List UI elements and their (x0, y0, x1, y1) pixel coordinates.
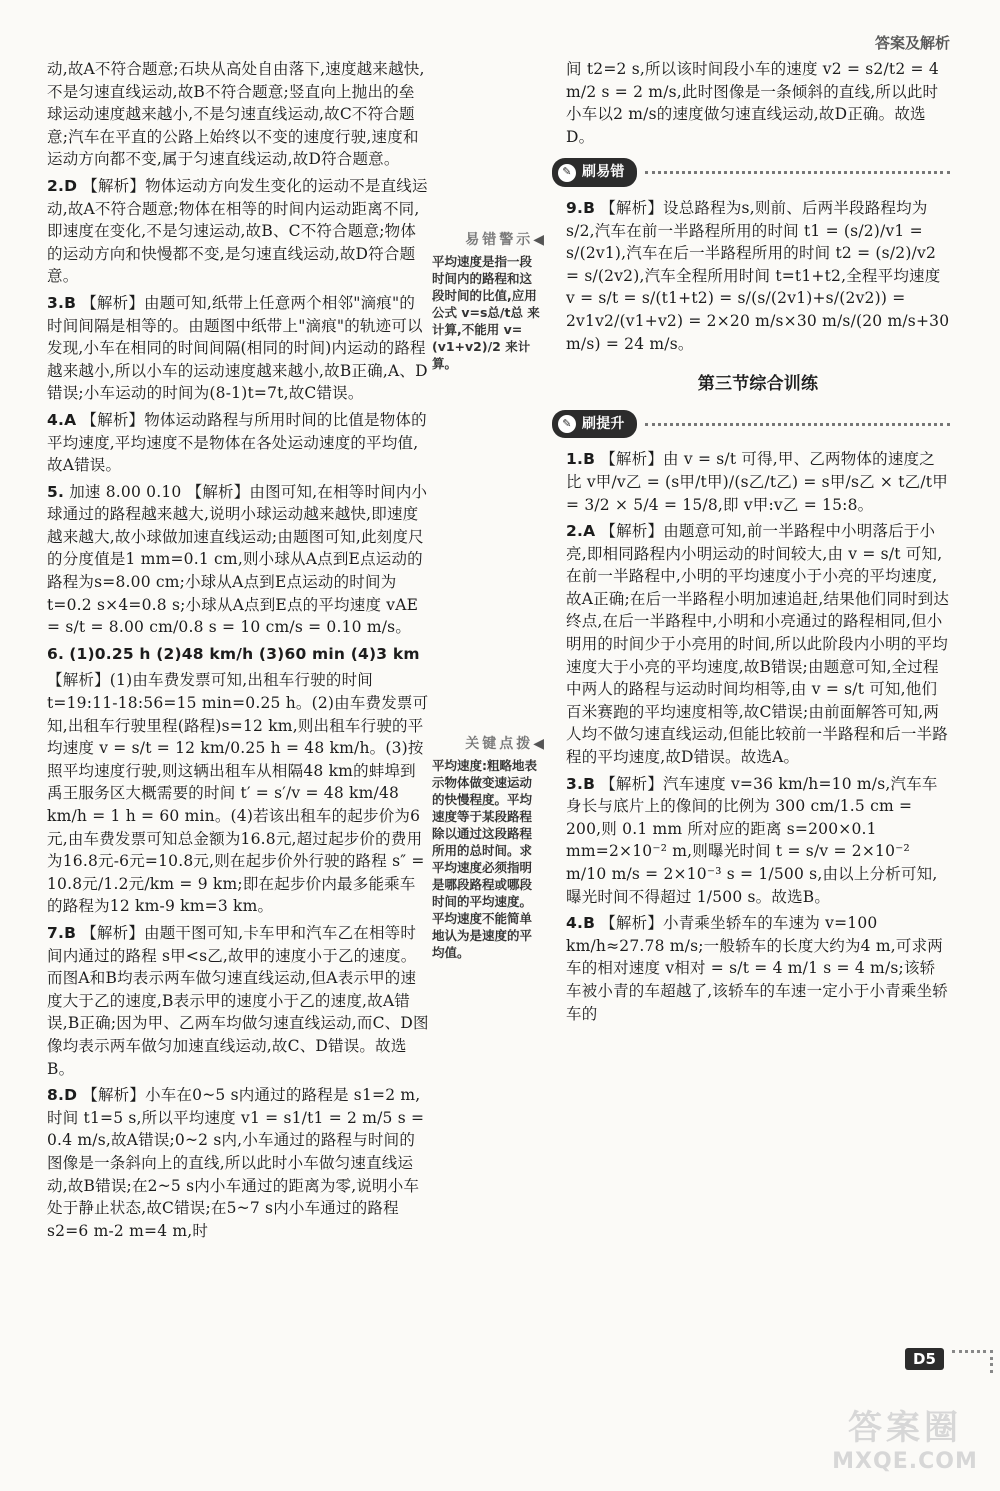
answer-item: 3.B 【解析】汽车速度 v=36 km/h=10 m/s,汽车车身长与底片上的像间的比例为 300 cm/1.5 cm = 200,则 0.1 mm 所对应的距离 s=200×0.1 mm=2×10⁻² m,则曝光时间 t = s/v = 2×10⁻² m/10 m/s = 2×10⁻³ s = 1/500 s,由以上分析可知,曝光时间不得超过 1/500 s。故选B。 (566, 774, 938, 906)
section-tag: ✎ 刷提升 (552, 410, 637, 439)
answer-item: 4.A 【解析】物体运动路程与所用时间的比值是物体的平均速度,平均速度不是物体在各处运动速度的平均值,故A错误。 (47, 410, 427, 475)
answer-item: 2.D 【解析】物体运动方向发生变化的运动不是直线运动,故A不符合题意;物体在相等的时间内运动距离不同,即速度在变化,不是匀速运动,故B、C不符合题意;物体的运动方向和快慢都不变,是匀速直线运动,故D符合题意。 (47, 176, 428, 286)
note-title: 易错警示◀ (465, 232, 544, 248)
answer-item: 3.B 【解析】由题可知,纸带上任意两个相邻"滴痕"的时间间隔是相等的。由题图中纸带上"滴痕"的轨迹可以发现,小车在相同的时间间隔(相同的时间)内运动的路程越来越小,所以小车的运动速度越来越小,故B正确,A、D错误;小车运动的时间为(8-1)t=7t,故C错误。 (47, 293, 428, 403)
note-title: 关键点拨◀ (465, 736, 544, 752)
note-box-key-point (432, 736, 544, 961)
answer-item: 9.B 【解析】设总路程为s,则前、后两半段路程均为 s/2,汽车在前一半路程所用的时间 t1 = (s/2)/v1 = s/(2v1),汽车在后一半路程所用的时间 t2 = (s/2)/v2 = s/(2v2),汽车全程所用时间 t=t1+t2,全程平均速度 v = s/t = s/(t1+t2) = s/(s/(2v1)+s/(2v2)) = 2v1v2/(v1+v2) = 2×20 m/s×30 m/s/(20 m/s+30 m/s) = 24 m/s。 (566, 198, 950, 353)
answer-item: 间 t2=2 s,所以该时间段小车的速度 v2 = s2/t2 = 4 m/2 s = 2 m/s,此时图像是一条倾斜的直线,所以此时小车以2 m/s的速度做匀速直线运动,故D正确。故选D。 (566, 60, 939, 146)
answer-item: 动,故A不符合题意;石块从高处自由落下,速度越来越快,不是匀速直线运动,故B不符合题意;竖直向上抛出的垒球运动速度越来越小,不是匀速直线运动,故C不符合题意;汽车在平直的公路上始终以不变的速度行驶,速度和运动方向都不变,属于匀速直线运动,故D符合题意。 (47, 60, 425, 169)
note-body: 平均速度:粗略地表示物体做变速运动的快慢程度。平均速度等于某段路程除以通过这段路程所用的总时间。求平均速度必须指明是哪段路程或哪段时间的平均速度。平均速度不能简单地认为是速度的平均值。 (432, 758, 537, 960)
answer-item: 2.A 【解析】由题意可知,前一半路程中小明落后于小亮,即相同路程内小明运动的时间较大,由 v = s/t 可知,在前一半路程中,小明的平均速度小于小亮的平均速度,故A正确;在后一半路程小明加速追赶,结果他们同时到达终点,在后一半路程中,小明和小亮通过的路程相同,但小明用的时间少于小亮用的时间,所以此阶段内小明的平均速度大于小亮的平均速度,故B错误;由题意可知,全过程中两人的路程与运动时间均相等,由 v = s/t 可知,他们百米赛跑的平均速度相等,故C错误;由前面解答可知,两人均不做匀速直线运动,但能比较前一半路程和后一半路程的平均速度,故D错误。故选A。 (566, 522, 950, 767)
watermark-logo: 答案圈 MXQE.COM (832, 1408, 978, 1474)
corner-dots (952, 1350, 993, 1373)
brush-icon: ✎ (558, 415, 576, 433)
answer-item: 7.B 【解析】由题干图可知,卡车甲和汽车乙在相等时间内通过的路程 s甲<s乙,故甲的速度小于乙的速度。而图A和B均表示两车做匀速直线运动,但A表示甲的速度大于乙的速度,B表示甲的速度小于乙的速度,故A错误,B正确;因为甲、乙两车均做匀速直线运动,而C、D图像均表示两车做匀加速直线运动,故C、D错误。故选B。 (47, 923, 429, 1078)
section-title: 第三节综合训练 (697, 374, 819, 395)
left-column (47, 58, 430, 1246)
dotted-divider (645, 423, 950, 426)
section-tag-row (552, 410, 950, 439)
dotted-divider (645, 171, 950, 174)
note-box-error-warning (432, 232, 544, 372)
answer-item: 5. 加速 8.00 0.10 【解析】由图可知,在相等时间内小球通过的路程越来越大,说明小球运动越来越快,即速度越来越大,故小球做加速直线运动;由题图可知,此刻度尺的分度值是1 mm=0.1 cm,则小球从A点到E点运动的路程为s=8.00 cm;小球从A点到E点运动的时间为t=0.2 s×4=0.8 s;小球从A点到E点的平均速度 vAE = s/t = 8.00 cm/0.8 s = 10 cm/s = 0.10 m/s。 (47, 482, 428, 637)
note-body: 平均速度是指一段时间内的路程和这段时间的比值,应用公式 v=s总/t总 来计算,不能用 v=(v1+v2)/2 来计算。 (432, 254, 540, 371)
page-header (0, 30, 1000, 60)
page-number-badge: D5 (905, 1348, 944, 1370)
answer-item: 4.B 【解析】小青乘坐轿车的车速为 v=100 km/h≈27.78 m/s;一般轿车的长度大约为4 m,可求两车的相对速度 v相对 = s/t = 4 m/1 s = 4 m/s;该轿车被小青的车超越了,该轿车的车速一定小于小青乘坐轿车的 (566, 914, 948, 1023)
right-column (562, 58, 950, 1029)
brush-icon: ✎ (558, 164, 576, 182)
answer-item: 6. (1)0.25 h (2)48 km/h (3)60 min (4)3 km (47, 644, 420, 663)
section-tag-row (552, 158, 950, 187)
header-title: 答案及解析 (874, 34, 950, 52)
answer-item: 【解析】(1)由车费发票可知,出租车行驶的时间t=19:11-18:56=15 min=0.25 h。(2)由车费发票可知,出租车行驶里程(路程)s=12 km,则出租车行驶的平均速度 v = s/t = 12 km/0.25 h = 48 km/h。(3)按照平均速度行驶,则这辆出租车从相隔48 km的蚌埠到禹王服务区大概需要的时间 t′ = s′/v = 48 km/48 km/h = 1 h = 60 min。(4)若该出租车的起步价为6元,由车费发票可知总金额为16.8元,超过起步价的费用为16.8元-6元=10.8元,则在起步价外行驶的路程 s″ = 10.8元/1.2元/km = 9 km;即在起步价内最多能乘车的路程为12 km-9 km=3 km。 (47, 671, 429, 916)
answer-item: 8.D 【解析】小车在0~5 s内通过的路程是 s1=2 m,时间 t1=5 s,所以平均速度 v1 = s1/t1 = 2 m/5 s = 0.4 m/s,故A错误;0~2 s内,小车通过的路程与时间的图像是一条斜向上的直线,所以此时小车做匀速直线运动,故B错误;在2~5 s内小车通过的距离为零,说明小车处于静止状态,故C错误;在5~7 s内小车通过的路程 s2=6 m-2 m=4 m,时 (47, 1086, 425, 1240)
answer-item: 1.B 【解析】由 v = s/t 可得,甲、乙两物体的速度之比 v甲/v乙 = (s甲/t甲)/(s乙/t乙) = s甲/s乙 × t乙/t甲 = 3/2 × 5/4 = 15/8,即 v甲:v乙 = 15:8。 (566, 450, 948, 514)
section-tag: ✎ 刷易错 (552, 158, 637, 187)
